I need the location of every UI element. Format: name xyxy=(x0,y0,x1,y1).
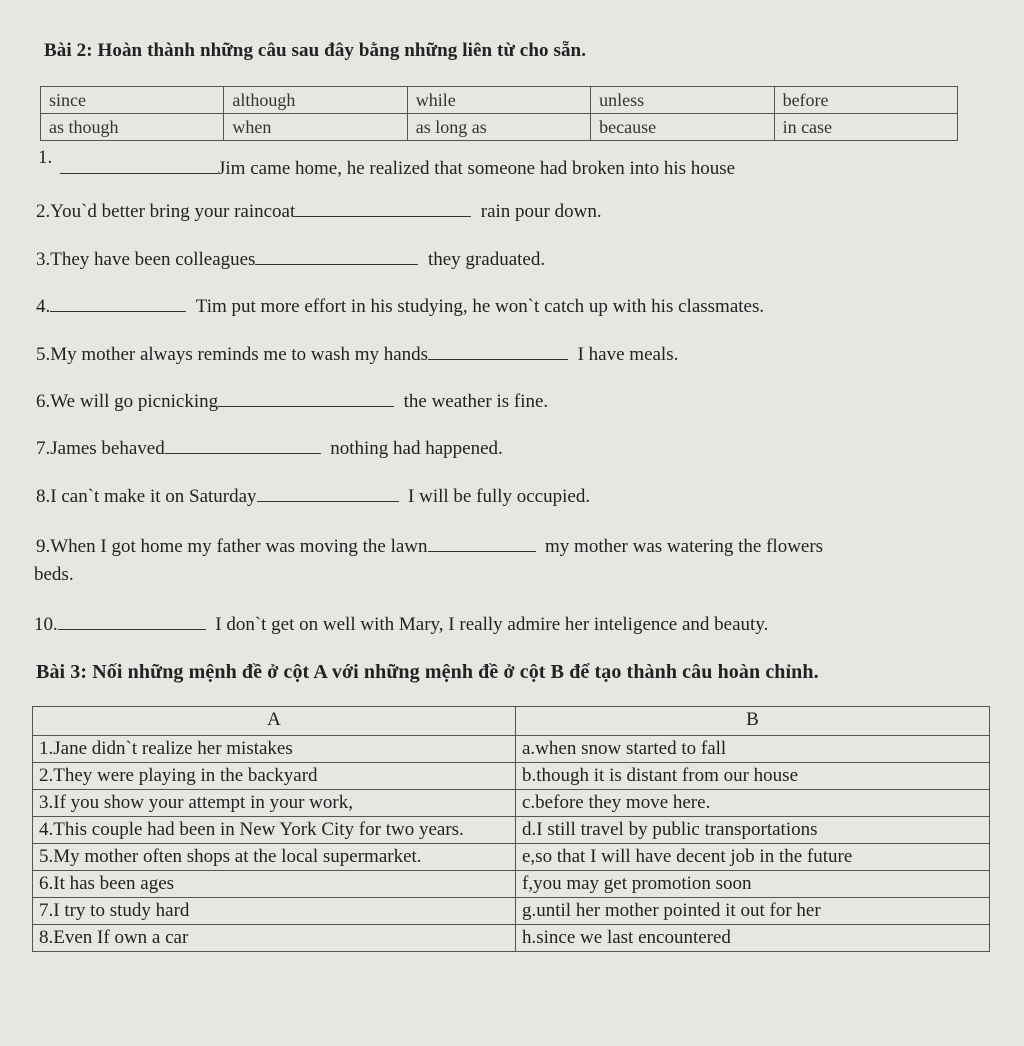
question-2 xyxy=(36,201,602,223)
question-number: 3. xyxy=(36,249,51,270)
clause-a: 2.They were playing in the backyard xyxy=(33,763,516,790)
question-text-after: I will be fully occupied. xyxy=(408,486,591,507)
clause-a: 5.My mother often shops at the local supermarket. xyxy=(33,844,516,871)
question-6 xyxy=(36,391,548,413)
question-1-line xyxy=(60,158,735,180)
word-cell: since xyxy=(41,87,224,114)
answer-blank[interactable] xyxy=(295,202,471,217)
matching-row xyxy=(33,844,990,871)
clause-b: a.when snow started to fall xyxy=(516,736,990,763)
word-cell: because xyxy=(591,114,774,141)
matching-row xyxy=(33,763,990,790)
question-text-before: My mother always reminds me to wash my hands xyxy=(50,344,429,365)
question-number: 7. xyxy=(36,438,51,459)
clause-a: 4.This couple had been in New York City for two years. xyxy=(33,817,516,844)
clause-b: h.since we last encountered xyxy=(516,925,990,952)
question-10 xyxy=(34,614,768,636)
column-b-header: B xyxy=(516,707,990,736)
clause-b: b.though it is distant from our house xyxy=(516,763,990,790)
question-text-after: they graduated. xyxy=(427,249,546,270)
word-cell: in case xyxy=(774,114,957,141)
exercise-2-title: Bài 2: Hoàn thành những câu sau đây bằng những liên từ cho sẵn. xyxy=(44,40,587,61)
clause-b: e,so that I will have decent job in the future xyxy=(516,844,990,871)
word-row xyxy=(41,114,958,141)
question-number: 10. xyxy=(34,614,58,635)
question-9 xyxy=(36,536,823,558)
question-text-before: They have been colleagues xyxy=(50,249,256,270)
answer-blank[interactable] xyxy=(58,615,206,630)
word-cell: while xyxy=(407,87,590,114)
matching-table xyxy=(32,706,990,952)
column-a-header: A xyxy=(33,707,516,736)
question-text-after: I have meals. xyxy=(577,344,679,365)
answer-blank[interactable] xyxy=(50,297,186,312)
question-text-after: the weather is fine. xyxy=(403,391,549,412)
clause-b: c.before they move here. xyxy=(516,790,990,817)
question-text-after: I don`t get on well with Mary, I really admire her inteligence and beauty. xyxy=(215,614,769,635)
question-text-after: my mother was watering the flowers xyxy=(545,536,824,557)
question-3 xyxy=(36,249,545,271)
matching-row xyxy=(33,925,990,952)
matching-header-row xyxy=(33,707,990,736)
question-number: 6. xyxy=(36,391,51,412)
word-cell: before xyxy=(774,87,957,114)
question-number: 1. xyxy=(38,147,53,168)
question-text-after: Jim came home, he realized that someone had broken into his house xyxy=(218,158,736,179)
question-4 xyxy=(36,296,764,318)
word-cell: as long as xyxy=(407,114,590,141)
word-row xyxy=(41,87,958,114)
question-text-after: nothing had happened. xyxy=(330,438,503,459)
answer-blank[interactable] xyxy=(218,392,394,407)
question-number: 4. xyxy=(36,296,51,317)
matching-row xyxy=(33,871,990,898)
question-text-before: James behaved xyxy=(50,438,165,459)
question-text-before: I can`t make it on Saturday xyxy=(50,486,257,507)
matching-row xyxy=(33,898,990,925)
question-text-after: rain pour down. xyxy=(480,201,602,222)
question-text-before: You`d better bring your raincoat xyxy=(50,201,296,222)
answer-blank[interactable] xyxy=(428,537,536,552)
clause-a: 6.It has been ages xyxy=(33,871,516,898)
answer-blank[interactable] xyxy=(257,487,399,502)
clause-b: g.until her mother pointed it out for her xyxy=(516,898,990,925)
clause-a: 3.If you show your attempt in your work, xyxy=(33,790,516,817)
answer-blank[interactable] xyxy=(428,345,568,360)
question-1 xyxy=(38,147,52,169)
matching-row xyxy=(33,790,990,817)
question-8 xyxy=(36,486,590,508)
answer-blank[interactable] xyxy=(165,439,321,454)
word-cell: unless xyxy=(591,87,774,114)
clause-a: 7.I try to study hard xyxy=(33,898,516,925)
question-number: 8. xyxy=(36,486,51,507)
answer-blank[interactable] xyxy=(60,159,218,174)
question-number: 2. xyxy=(36,201,51,222)
clause-b: f,you may get promotion soon xyxy=(516,871,990,898)
clause-a: 1.Jane didn`t realize her mistakes xyxy=(33,736,516,763)
question-7 xyxy=(36,438,503,460)
question-text-before: We will go picnicking xyxy=(50,391,219,412)
word-cell: as though xyxy=(41,114,224,141)
matching-row xyxy=(33,736,990,763)
clause-a: 8.Even If own a car xyxy=(33,925,516,952)
conjunction-word-box xyxy=(40,86,958,141)
clause-b: d.I still travel by public transportations xyxy=(516,817,990,844)
question-number: 5. xyxy=(36,344,51,365)
question-text-before: When I got home my father was moving the lawn xyxy=(50,536,428,557)
question-text-after: Tim put more effort in his studying, he won`t catch up with his classmates. xyxy=(195,296,765,317)
word-cell: although xyxy=(224,87,407,114)
exercise-3-title: Bài 3: Nối những mệnh đề ở cột A với những mệnh đề ở cột B để tạo thành câu hoàn chỉnh. xyxy=(36,661,819,683)
answer-blank[interactable] xyxy=(255,250,418,265)
question-9-continuation: beds. xyxy=(34,564,74,585)
matching-row xyxy=(33,817,990,844)
word-cell: when xyxy=(224,114,407,141)
question-number: 9. xyxy=(36,536,51,557)
question-5 xyxy=(36,344,678,366)
